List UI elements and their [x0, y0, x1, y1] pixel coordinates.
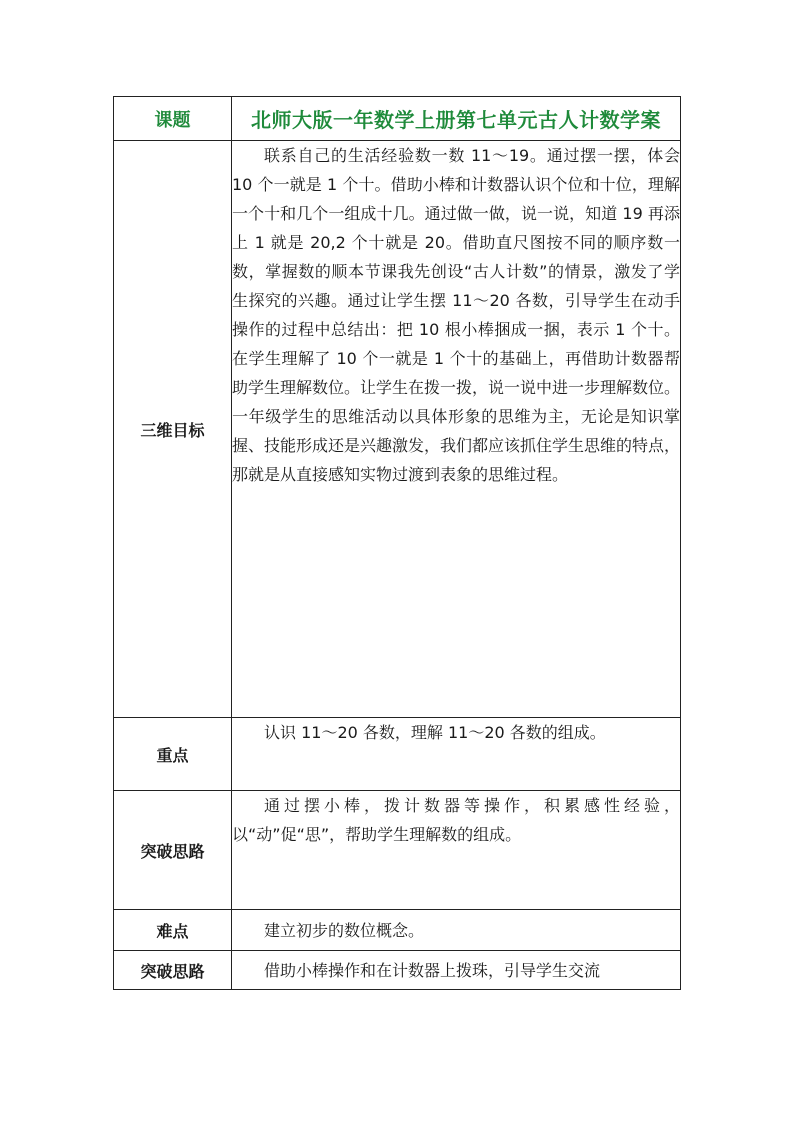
- key-point-row: [114, 718, 681, 791]
- approach-row-2: [114, 951, 681, 990]
- topic-label: 课题: [114, 97, 232, 141]
- goals-text: 联系自己的生活经验数一数 11～19。通过摆一摆，体会 10 个一就是 1 个十。借助小棒和计数器认识个位和十位，理解一个十和几个一组成十几。通过做一做，说一说，知道 19 再添上 1 就是 20,2 个十就是 20。借助直尺图按不同的顺序数一数，掌握数的顺本节课我先创设“古人计数”的情景，激发了学生探究的兴趣。通过让学生摆 11～20 各数，引导学生在动手操作的过程中总结出：把 10 根小棒捆成一捆，表示 1 个十。在学生理解了 10 个一就是 1 个十的基础上，再借助计数器帮助学生理解数位。让学生在拨一拨，说一说中进一步理解数位。一年级学生的思维活动以具体形象的思维为主，无论是知识掌握、技能形成还是兴趣激发，我们都应该抓住学生思维的特点，那就是从直接感知实物过渡到表象的思维过程。: [232, 141, 681, 718]
- approach-text-1: 通过摆小棒，拨计数器等操作，积累感性经验，以“动”促“思”，帮助学生理解数的组成。: [232, 791, 681, 910]
- approach-label-1: 突破思路: [114, 791, 232, 910]
- key-point-text: 认识 11～20 各数，理解 11～20 各数的组成。: [232, 718, 681, 791]
- lesson-plan-table: [113, 96, 681, 990]
- approach-row-1: [114, 791, 681, 910]
- goals-label: 三维目标: [114, 141, 232, 718]
- difficulty-label: 难点: [114, 910, 232, 951]
- document-title: 北师大版一年数学上册第七单元古人计数学案: [232, 97, 681, 141]
- approach-label-2: 突破思路: [114, 951, 232, 990]
- goals-row: [114, 141, 681, 718]
- key-point-label: 重点: [114, 718, 232, 791]
- title-row: [114, 97, 681, 141]
- approach-text-2: 借助小棒操作和在计数器上拨珠，引导学生交流: [232, 951, 681, 990]
- difficulty-row: [114, 910, 681, 951]
- difficulty-text: 建立初步的数位概念。: [232, 910, 681, 951]
